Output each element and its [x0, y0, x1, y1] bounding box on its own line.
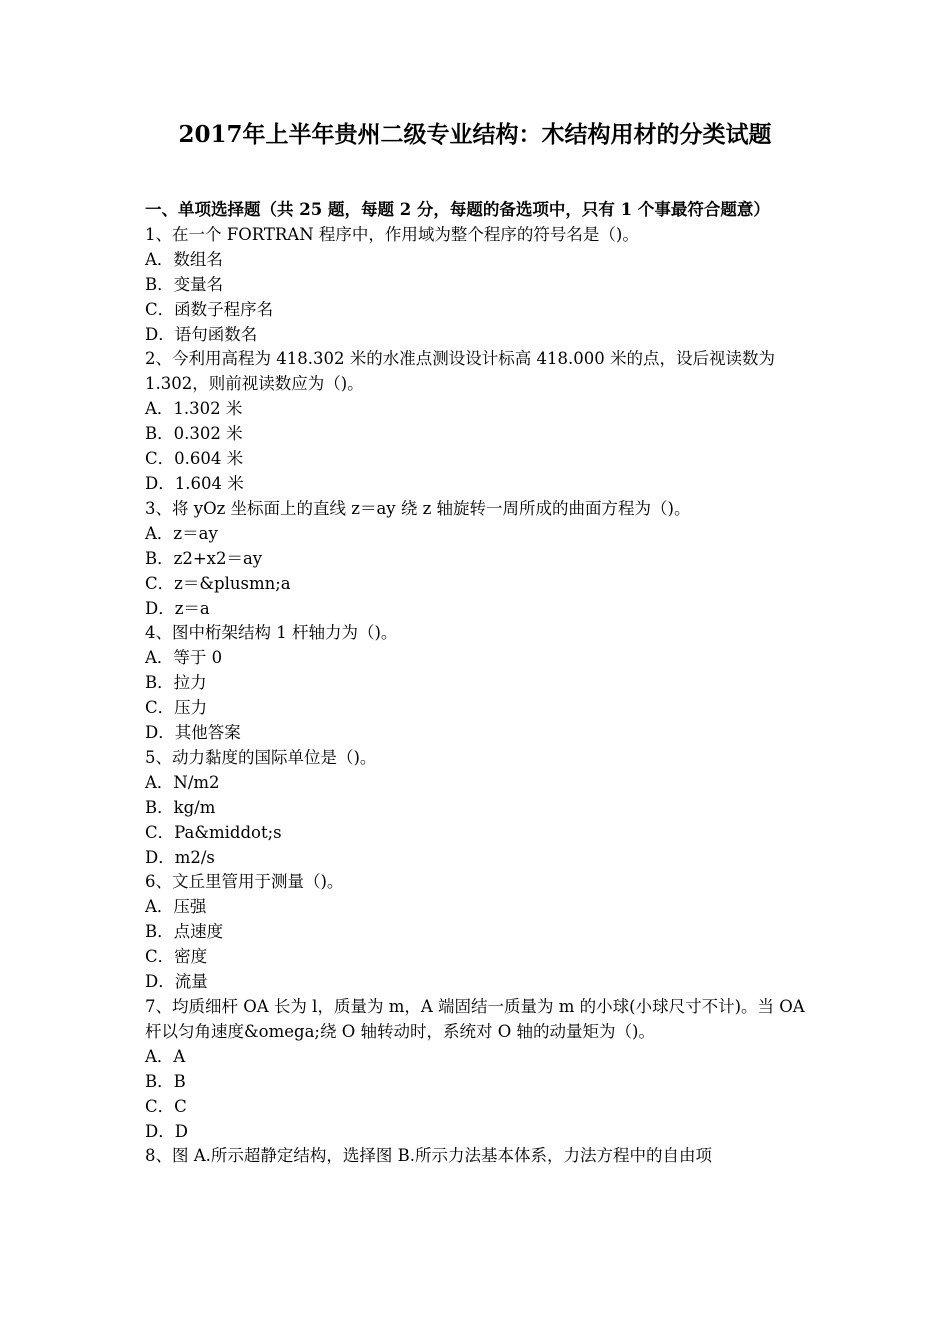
option-b: B．变量名	[145, 274, 224, 294]
option-a: A．A	[145, 1046, 186, 1066]
question-6	[145, 870, 815, 995]
option-d: D．z＝a	[145, 598, 210, 618]
document-body	[145, 198, 815, 1169]
question-text: 1、在一个 FORTRAN 程序中，作用域为整个程序的符号名是（)。	[145, 224, 639, 244]
section-heading: 一、单项选择题（共 25 题，每题 2 分，每题的备选项中，只有 1 个事最符合题意）	[145, 200, 770, 219]
option-c: C．密度	[145, 947, 208, 967]
question-text: 5、动力黏度的国际单位是（)。	[145, 747, 377, 767]
question-4	[145, 621, 815, 746]
option-b: B．拉力	[145, 673, 207, 693]
option-d: D．m2/s	[145, 847, 215, 867]
option-d: D．流量	[145, 972, 208, 992]
option-d: D．D	[145, 1121, 188, 1141]
question-text: 2、今利用高程为 418.302 米的水准点测设设计标高 418.000 米的点，设后视读数为 1.302，则前视读数应为（)。	[145, 349, 775, 394]
question-text: 3、将 yOz 坐标面上的直线 z＝ay 绕 z 轴旋转一周所成的曲面方程为（)。	[145, 498, 691, 518]
question-5	[145, 746, 815, 871]
option-d: D．其他答案	[145, 723, 241, 743]
question-text: 4、图中桁架结构 1 杆轴力为（)。	[145, 623, 398, 643]
option-b: B．点速度	[145, 922, 224, 942]
option-b: B．z2+x2＝ay	[145, 548, 263, 568]
option-c: C．Pa&middot;s	[145, 822, 282, 842]
question-2	[145, 347, 815, 496]
option-d: D．1.604 米	[145, 473, 244, 493]
option-a: A．等于 0	[145, 648, 223, 668]
question-text: 7、均质细杆 OA 长为 l，质量为 m，A 端固结一质量为 m 的小球(小球尺寸不计)。当 OA 杆以匀角速度&omega;绕 O 轴转动时，系统对 O 轴的动量矩为（)。	[145, 997, 805, 1041]
option-b: B．0.302 米	[145, 424, 243, 444]
document-title: 2017年上半年贵州二级专业结构：木结构用材的分类试题	[178, 121, 772, 148]
option-b: B．B	[145, 1071, 186, 1091]
option-a: A．1.302 米	[145, 399, 243, 419]
option-c: C．z＝&plusmn;a	[145, 573, 291, 593]
question-text: 8、图 A.所示超静定结构，选择图 B.所示力法基本体系，力法方程中的自由项	[145, 1146, 713, 1166]
option-a: A．N/m2	[145, 772, 220, 792]
option-a: A．压强	[145, 897, 207, 917]
option-d: D．语句函数名	[145, 324, 258, 344]
option-c: C．函数子程序名	[145, 299, 274, 319]
option-a: A．z＝ay	[145, 523, 218, 543]
question-text: 6、文丘里管用于测量（)。	[145, 872, 344, 892]
option-c: C．0.604 米	[145, 449, 244, 469]
question-1	[145, 223, 815, 348]
question-7	[145, 995, 815, 1144]
option-a: A．数组名	[145, 249, 223, 269]
option-c: C．压力	[145, 698, 208, 718]
option-b: B．kg/m	[145, 797, 216, 817]
option-c: C．C	[145, 1096, 187, 1116]
question-3	[145, 497, 815, 622]
question-8	[145, 1144, 815, 1169]
